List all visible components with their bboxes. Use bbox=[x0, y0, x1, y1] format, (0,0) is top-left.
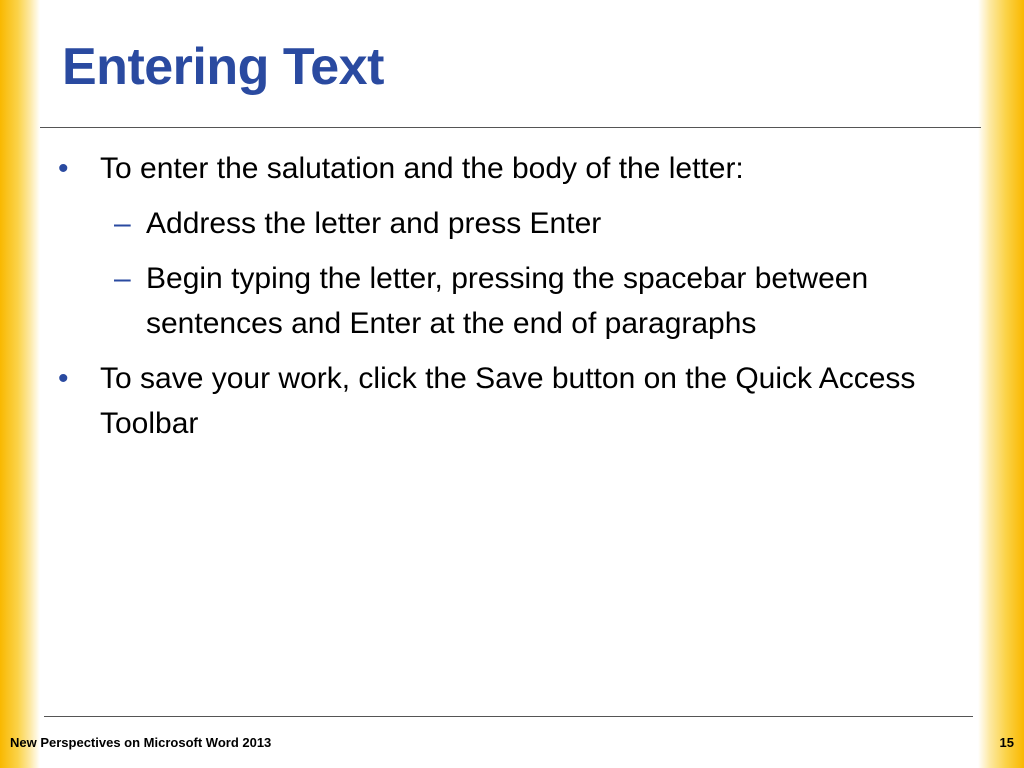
left-gold-edge bbox=[0, 0, 40, 768]
footer-text: New Perspectives on Microsoft Word 2013 bbox=[10, 735, 272, 750]
bullet-item bbox=[58, 356, 978, 446]
right-gold-edge bbox=[978, 0, 1024, 768]
bullet-marker: • bbox=[58, 362, 69, 395]
slide-title: Entering Text bbox=[62, 38, 384, 96]
title-divider bbox=[40, 127, 981, 128]
bullet-list bbox=[58, 146, 978, 456]
sub-bullet-marker: – bbox=[114, 262, 131, 295]
bullet-item bbox=[58, 146, 978, 191]
sub-bullet-text: Address the letter and press Enter bbox=[146, 207, 602, 240]
sub-bullet-item bbox=[58, 201, 978, 246]
bullet-text: To enter the salutation and the body of the letter: bbox=[100, 152, 744, 185]
sub-bullet-text: Begin typing the letter, pressing the spacebar between sentences and Enter at the end of paragraphs bbox=[146, 262, 869, 340]
bullet-text: To save your work, click the Save button on the Quick Access Toolbar bbox=[100, 362, 916, 440]
footer-divider bbox=[44, 716, 973, 717]
bullet-marker: • bbox=[58, 152, 69, 185]
page-number: 15 bbox=[999, 735, 1014, 750]
sub-bullet-item bbox=[58, 256, 978, 346]
sub-bullet-marker: – bbox=[114, 207, 131, 240]
